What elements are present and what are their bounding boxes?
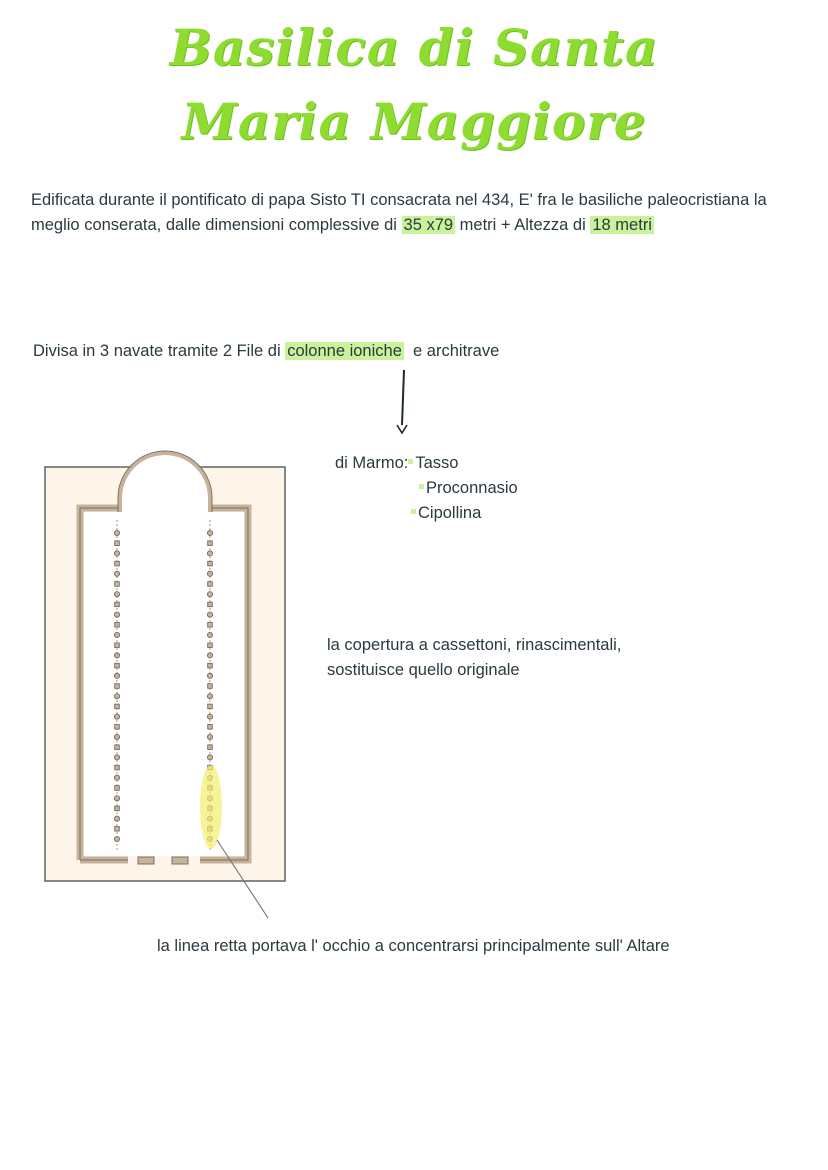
- column-marker: [114, 775, 119, 780]
- column-marker: [115, 663, 120, 668]
- caption-paragraph: la linea retta portava l' occhio a concentrarsi principalmente sull' Altare: [157, 937, 670, 955]
- intro-text-middle: metri + Altezza di: [459, 215, 586, 234]
- column-marker: [208, 602, 213, 607]
- column-marker: [208, 643, 213, 648]
- column-marker: [115, 561, 120, 566]
- column-marker: [208, 745, 213, 750]
- column-marker: [207, 551, 212, 556]
- column-marker: [115, 725, 120, 730]
- column-marker: [115, 684, 120, 689]
- marble-item-cipollina: Cipollina: [418, 504, 482, 522]
- column-marker: [207, 755, 212, 760]
- column-marker: [115, 827, 120, 832]
- column-marker: [208, 541, 213, 546]
- column-marker: [114, 714, 119, 719]
- marble-item-proconnasio: Proconnasio: [426, 479, 518, 497]
- marble-label: di Marmo:: [335, 454, 409, 472]
- column-marker: [207, 734, 212, 739]
- column-marker: [115, 745, 120, 750]
- down-arrow-icon: [397, 370, 407, 433]
- column-marker: [114, 653, 119, 658]
- column-marker: [207, 694, 212, 699]
- column-marker: [114, 612, 119, 617]
- naves-text-before: Divisa in 3 navate tramite 2 File di: [33, 342, 281, 360]
- marble-list: [335, 451, 518, 526]
- column-marker: [115, 602, 120, 607]
- basilica-floor-plan: [45, 451, 285, 881]
- column-marker: [207, 530, 212, 535]
- column-marker: [207, 714, 212, 719]
- column-marker: [114, 755, 119, 760]
- column-marker: [114, 592, 119, 597]
- column-marker: [114, 796, 119, 801]
- column-marker: [208, 704, 213, 709]
- ceiling-line-2: sostituisce quello originale: [327, 660, 520, 679]
- column-marker: [115, 643, 120, 648]
- column-marker: [208, 582, 213, 587]
- column-marker: [114, 836, 119, 841]
- column-marker: [208, 623, 213, 628]
- column-marker: [115, 582, 120, 587]
- column-marker: [114, 673, 119, 678]
- bullet-icon: [419, 484, 424, 489]
- column-marker: [208, 684, 213, 689]
- column-marker: [207, 673, 212, 678]
- naves-text-after: e architrave: [413, 342, 500, 360]
- marble-item-tasso: Tasso: [415, 454, 459, 472]
- columns-highlight: colonne ioniche: [287, 342, 402, 360]
- column-marker: [115, 623, 120, 628]
- column-marker: [114, 551, 119, 556]
- title-line-1: Basilica di Santa: [169, 18, 659, 77]
- column-marker: [115, 541, 120, 546]
- height-highlight: 18 metri: [592, 215, 652, 234]
- column-marker: [207, 592, 212, 597]
- bullet-icon: [411, 509, 416, 514]
- bullet-icon: [408, 459, 413, 464]
- dimensions-highlight: 35 x79: [403, 215, 454, 234]
- column-marker: [114, 530, 119, 535]
- column-marker: [114, 816, 119, 821]
- column-marker: [207, 632, 212, 637]
- column-marker: [114, 734, 119, 739]
- column-marker: [114, 632, 119, 637]
- column-marker: [115, 786, 120, 791]
- column-marker: [207, 612, 212, 617]
- column-marker: [208, 561, 213, 566]
- column-marker: [114, 694, 119, 699]
- intro-text-before: Edificata durante il pontificato di papa Sisto TI consacrata nel 434, E' fra le basiliche paleocristiana la meglio conserata, dalle dimensioni complessive di: [31, 191, 767, 234]
- column-marker: [207, 571, 212, 576]
- column-marker: [208, 663, 213, 668]
- title-line-2: Maria Maggiore: [181, 92, 647, 151]
- column-marker: [114, 571, 119, 576]
- column-marker: [115, 704, 120, 709]
- column-marker: [207, 653, 212, 658]
- column-marker: [208, 725, 213, 730]
- column-marker: [115, 806, 120, 811]
- ceiling-line-1: la copertura a cassettoni, rinascimentali,: [327, 636, 622, 654]
- highlight-marker: [200, 765, 222, 849]
- ceiling-paragraph: [327, 633, 747, 682]
- column-marker: [115, 765, 120, 770]
